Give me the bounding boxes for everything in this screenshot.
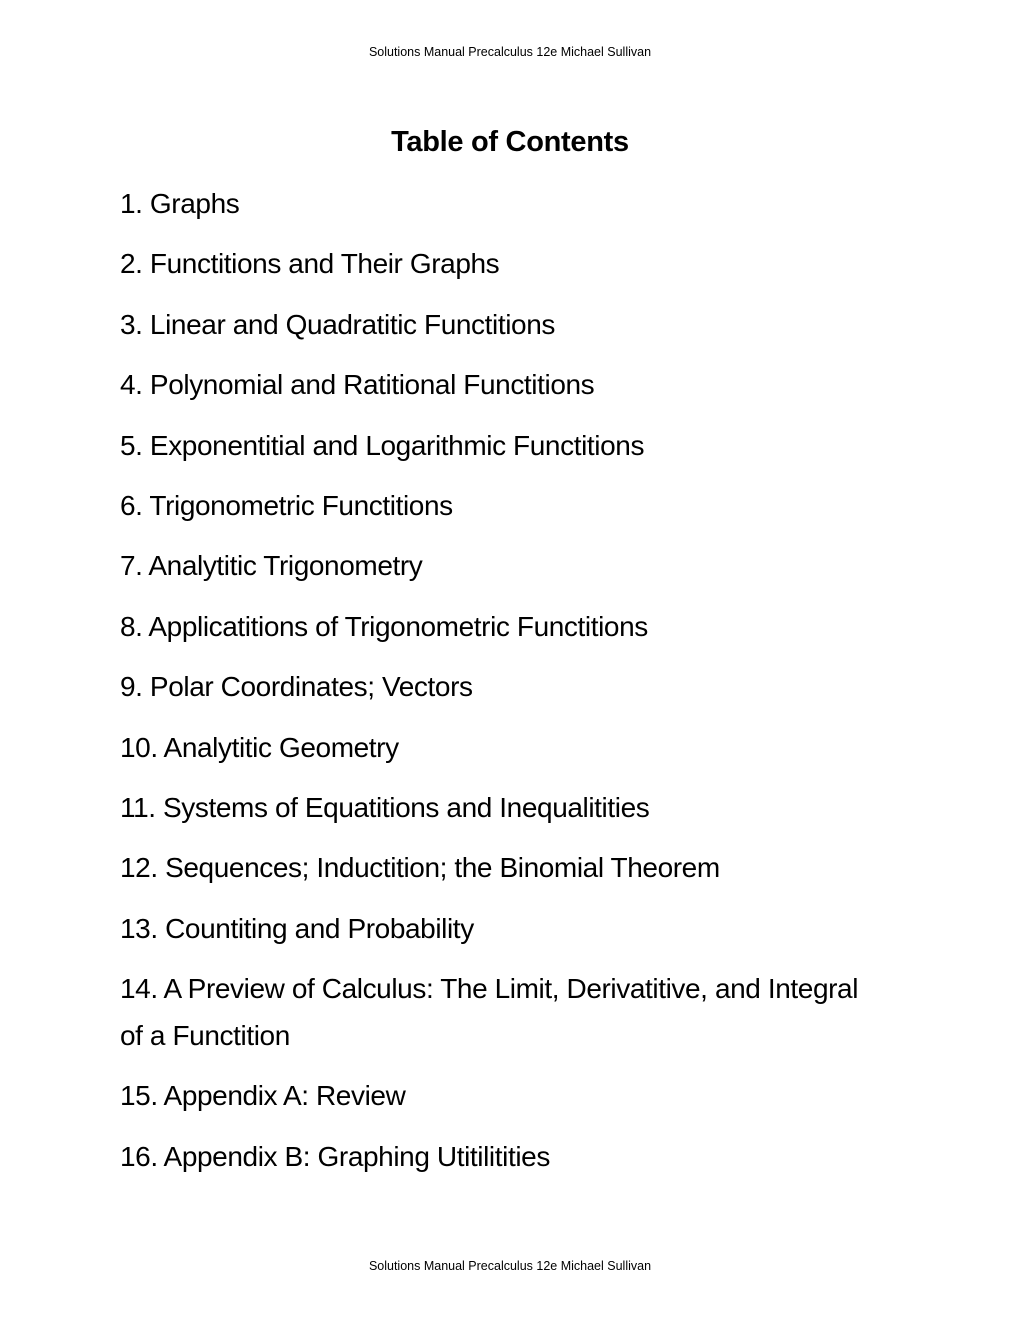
- toc-entry: 1. Graphs: [120, 188, 240, 219]
- toc-entry: 8. Applicatitions of Trigonometric Functitions: [120, 610, 648, 642]
- toc-list: [120, 180, 880, 1193]
- toc-entry: 7. Analytitic Trigonometry: [120, 550, 423, 582]
- running-header: Solutions Manual Precalculus 12e Michael Sullivan: [368, 45, 652, 59]
- toc-entry: 13. Countiting and Probability: [120, 912, 474, 944]
- running-footer: Solutions Manual Precalculus 12e Michael Sullivan: [368, 1259, 652, 1273]
- toc-entry: 12. Sequences; Inductition; the Binomial Theorem: [120, 852, 720, 884]
- toc-entry: 9. Polar Coordinates; Vectors: [120, 671, 473, 703]
- toc-entry: 15. Appendix A: Review: [120, 1080, 406, 1112]
- page-title: Table of Contents: [391, 126, 629, 158]
- toc-entry: 5. Exponentitial and Logarithmic Functitions: [120, 429, 645, 461]
- toc-entry: 11. Systems of Equatitions and Inequalitities: [120, 791, 650, 823]
- toc-entry: 10. Analytitic Geometry: [120, 731, 399, 763]
- toc-entry: 14. A Preview of Calculus: The Limit, Derivatitive, and Integral of a Functition: [120, 973, 859, 1052]
- toc-entry: 16. Appendix B: Graphing Utitilitities: [120, 1140, 550, 1172]
- toc-entry: 3. Linear and Quadratitic Functitions: [120, 308, 556, 340]
- toc-entry: 6. Trigonometric Functitions: [120, 489, 453, 521]
- toc-entry: 4. Polynomial and Ratitional Functitions: [120, 369, 595, 401]
- toc-entry: 2. Functitions and Their Graphs: [120, 248, 500, 280]
